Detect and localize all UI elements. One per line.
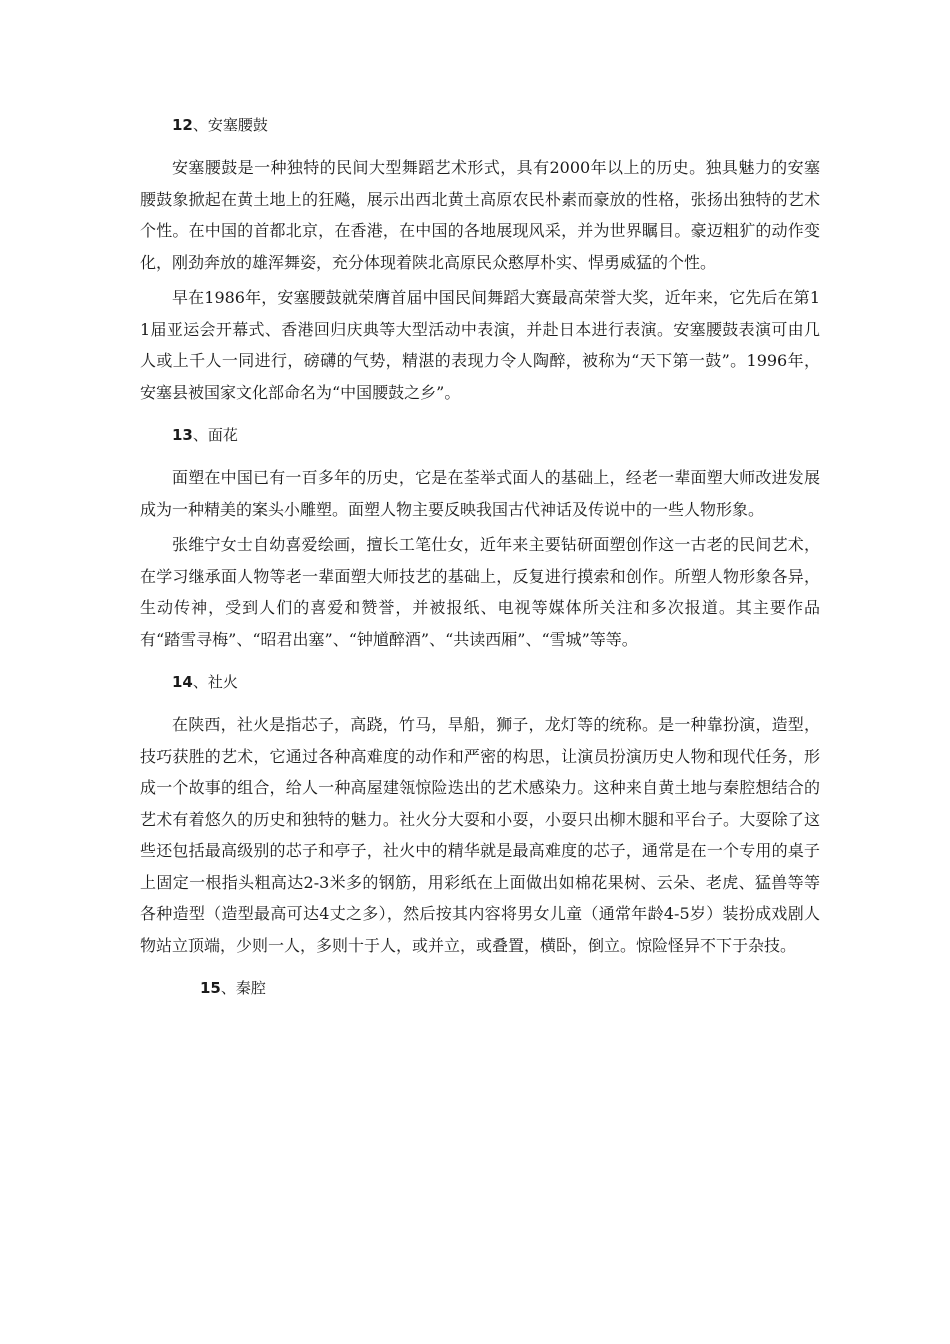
paragraph: 早在1986年，安塞腰鼓就荣膺首届中国民间舞蹈大赛最高荣誉大奖，近年来，它先后在第11届亚运会开幕式、香港回归庆典等大型活动中表演，并赴日本进行表演。安塞腰鼓表演可由几人或上千人一同进行，磅礴的气势，精湛的表现力令人陶醉，被称为“天下第一鼓”。1996年，安塞县被国家文化部命名为“中国腰鼓之乡”。 xyxy=(140,288,820,402)
section-number: 15 xyxy=(200,979,221,997)
section-number: 12 xyxy=(172,116,193,134)
section-title: 秦腔 xyxy=(235,979,266,997)
section-number: 13 xyxy=(172,426,193,444)
section-15 xyxy=(140,973,820,1003)
heading-separator: 、 xyxy=(192,673,208,691)
section-heading xyxy=(200,973,820,1003)
paragraph: 安塞腰鼓是一种独特的民间大型舞蹈艺术形式，具有2000年以上的历史。独具魅力的安塞腰鼓象掀起在黄土地上的狂飚，展示出西北黄土高原农民朴素而豪放的性格，张扬出独特的艺术个性。在中国的首都北京，在香港，在中国的各地展现风采，并为世界瞩目。豪迈粗犷的动作变化，刚劲奔放的雄浑舞姿，充分体现着陕北高原民众憨厚朴实、悍勇威猛的个性。 xyxy=(140,158,820,272)
paragraph: 面塑在中国已有一百多年的历史，它是在荃举式面人的基础上，经老一辈面塑大师改进发展成为一种精美的案头小雕塑。面塑人物主要反映我国古代神话及传说中的一些人物形象。 xyxy=(140,468,820,519)
section-heading xyxy=(172,110,820,140)
section-number: 14 xyxy=(172,673,193,691)
heading-separator: 、 xyxy=(220,979,236,997)
section-13 xyxy=(140,420,820,655)
section-heading xyxy=(172,420,820,450)
section-title: 安塞腰鼓 xyxy=(207,116,268,134)
heading-separator: 、 xyxy=(192,116,208,134)
document-body xyxy=(140,110,820,1015)
section-12 xyxy=(140,110,820,408)
heading-separator: 、 xyxy=(192,426,208,444)
section-heading xyxy=(172,667,820,697)
paragraph: 张维宁女士自幼喜爱绘画，擅长工笔仕女，近年来主要钻研面塑创作这一古老的民间艺术，在学习继承面人物等老一辈面塑大师技艺的基础上，反复进行摸索和创作。所塑人物形象各异，生动传神，受到人们的喜爱和赞誉，并被报纸、电视等媒体所关注和多次报道。其主要作品有“踏雪寻梅”、“昭君出塞”、“钟馗醉酒”、“共读西厢”、“雪城”等等。 xyxy=(140,535,820,649)
section-title: 社火 xyxy=(207,673,238,691)
paragraph: 在陕西，社火是指芯子，高跷，竹马，旱船，狮子，龙灯等的统称。是一种靠扮演，造型，技巧获胜的艺术，它通过各种高难度的动作和严密的构思，让演员扮演历史人物和现代任务，形成一个故事的组合，给人一种高屋建瓴惊险迭出的艺术感染力。这种来自黄土地与秦腔想结合的艺术有着悠久的历史和独特的魅力。社火分大耍和小耍，小耍只出柳木腿和平台子。大耍除了这些还包括最高级别的芯子和亭子，社火中的精华就是最高难度的芯子，通常是在一个专用的桌子上固定一根指头粗高达2-3米多的钢筋，用彩纸在上面做出如棉花果树、云朵、老虎、猛兽等等各种造型（造型最高可达4丈之多），然后按其内容将男女儿童（通常年龄4-5岁）装扮成戏剧人物站立顶端，少则一人，多则十于人，或并立，或叠置，横卧，倒立。惊险怪异不下于杂技。 xyxy=(140,715,820,955)
section-title: 面花 xyxy=(207,426,238,444)
section-14 xyxy=(140,667,820,961)
